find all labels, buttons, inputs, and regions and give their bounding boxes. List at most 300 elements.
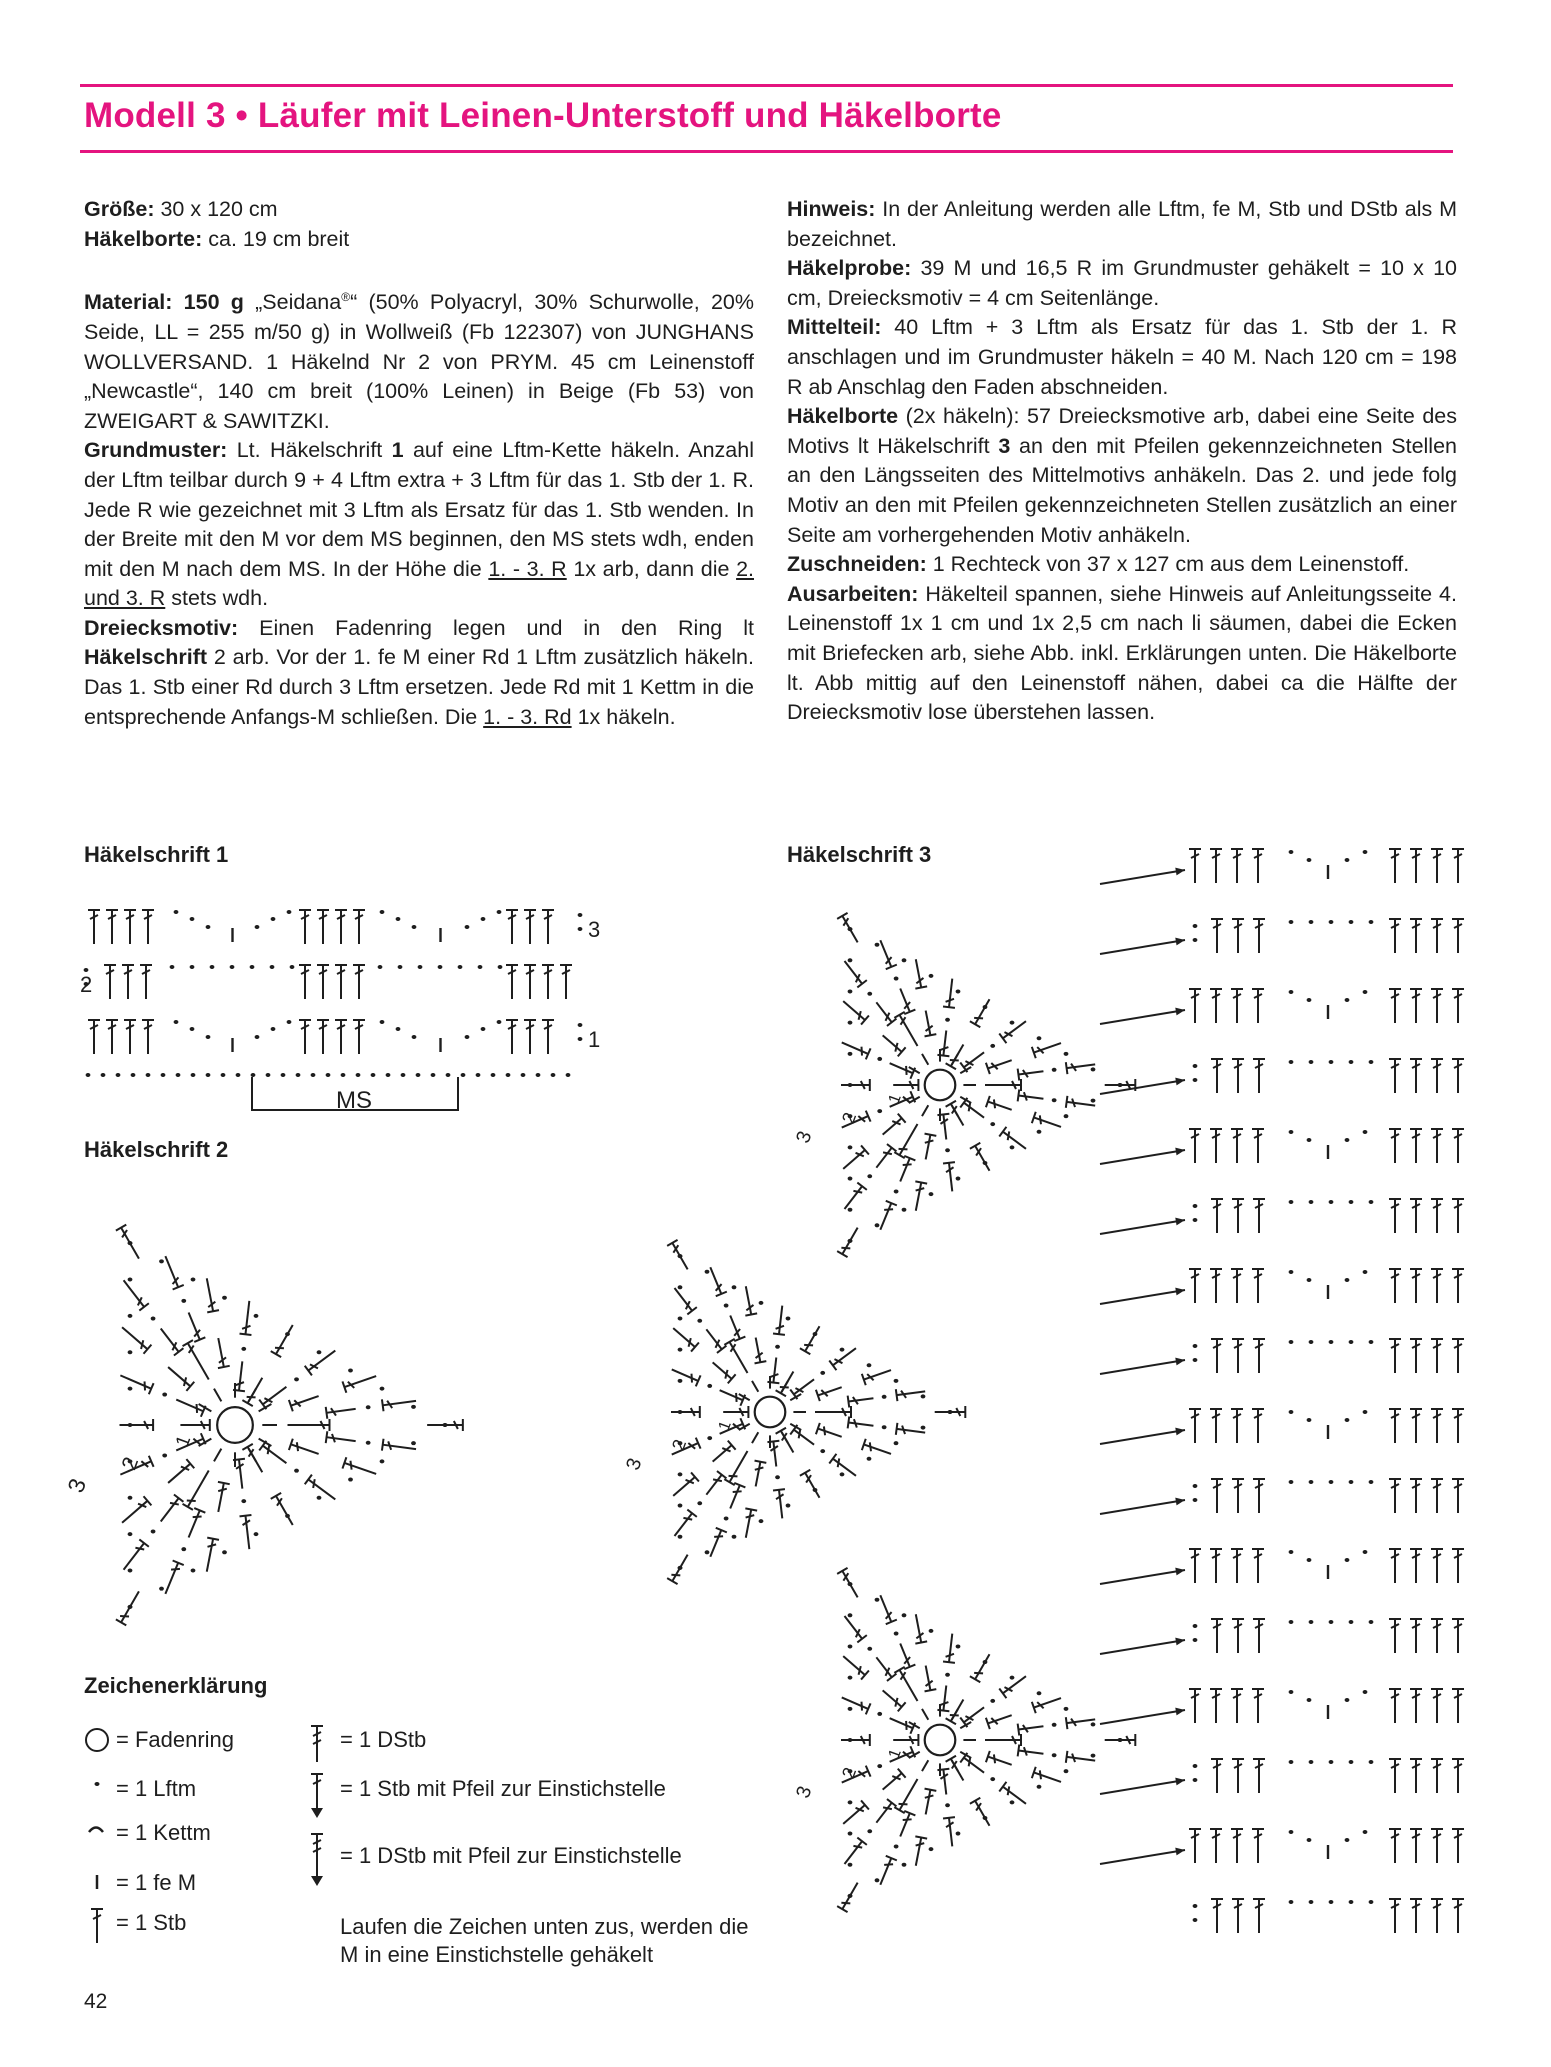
double-crochet — [1452, 1059, 1464, 1093]
chain-stitch — [1345, 1838, 1350, 1842]
double-crochet — [542, 910, 554, 944]
double-crochet — [1389, 1479, 1401, 1513]
double-crochet — [1253, 1339, 1265, 1373]
chain-stitch — [191, 1568, 196, 1572]
chain-stitch — [1349, 1900, 1354, 1904]
inner-stitch — [725, 1313, 746, 1341]
inner-stitch — [872, 1144, 897, 1171]
round-label: 2 — [117, 1454, 144, 1473]
round-label: 1 — [171, 1432, 196, 1450]
double-crochet — [1231, 1829, 1243, 1863]
title-rule-top — [80, 84, 1453, 87]
chain-stitch — [678, 1472, 683, 1476]
join-arrow-head — [1175, 1428, 1185, 1436]
double-crochet — [1410, 1619, 1422, 1653]
chain-stitch — [443, 1423, 448, 1427]
chain-stitch — [578, 1037, 583, 1041]
inner-stitch — [893, 1079, 918, 1091]
double-crochet — [88, 1020, 100, 1054]
chain-stitch — [820, 1449, 825, 1453]
side-stitch — [875, 1856, 897, 1887]
side-stitch — [862, 1439, 893, 1460]
chain-stitch — [875, 1598, 880, 1602]
double-crochet — [1389, 1899, 1401, 1933]
chain-stitch — [1010, 1145, 1015, 1149]
chain-stitch — [1309, 1900, 1314, 1904]
chain-stitch — [894, 977, 899, 981]
chain-stitch — [281, 1073, 286, 1077]
chain-stitch — [990, 1044, 995, 1048]
chain-stitch — [287, 910, 292, 914]
side-stitch — [1066, 1058, 1096, 1074]
chain-stitch — [521, 1073, 526, 1077]
side-stitch — [896, 1423, 926, 1439]
chain-stitch — [678, 1535, 683, 1539]
double-crochet — [1431, 1689, 1443, 1723]
chain-stitch — [848, 1177, 853, 1181]
join-arrow — [1100, 870, 1185, 884]
double-crochet — [1253, 1199, 1265, 1233]
double-crochet — [1410, 1759, 1422, 1793]
chain-stitch — [1307, 1838, 1312, 1842]
inner-stitch — [242, 1375, 267, 1406]
side-stitch — [201, 1277, 219, 1312]
chain-stitch — [159, 1259, 164, 1263]
join-arrow — [1100, 1850, 1185, 1864]
chain-stitch — [222, 1550, 227, 1554]
chain-stitch — [255, 1035, 260, 1039]
double-crochet — [1189, 989, 1201, 1023]
chain-stitch — [921, 1426, 926, 1430]
double-crochet — [1189, 1409, 1201, 1443]
inner-stitch — [920, 1134, 937, 1161]
side-stitch — [999, 1782, 1029, 1809]
inner-stitch — [212, 1337, 229, 1368]
chain-stitch — [458, 965, 463, 969]
chain-stitch — [759, 1301, 764, 1305]
round-label: 3 — [792, 1128, 817, 1147]
spoke-stitch — [985, 1734, 1021, 1746]
double-crochet — [1431, 1829, 1443, 1863]
chain-stitch — [236, 1073, 241, 1077]
inner-stitch — [750, 1461, 767, 1488]
chain-stitch — [678, 1410, 683, 1414]
inner-stitch — [242, 1444, 267, 1475]
chain-stitch — [956, 1832, 961, 1836]
inner-stitch — [1018, 1090, 1045, 1105]
chain-stitch — [875, 1223, 880, 1227]
chain-stitch — [724, 1516, 729, 1520]
double-crochet — [1231, 1689, 1243, 1723]
inner-stitch — [960, 1098, 987, 1123]
chain-stitch — [1363, 1830, 1368, 1834]
size-line: Größe: 30 x 120 cm — [84, 197, 278, 221]
chain-stitch — [1289, 1200, 1294, 1204]
chain-stitch — [848, 1676, 853, 1680]
chain-stitch — [1309, 920, 1314, 924]
chain-stitch — [190, 1027, 195, 1031]
side-stitch — [839, 1652, 869, 1680]
chain-stitch — [191, 1278, 196, 1282]
chain-stitch — [848, 1208, 853, 1212]
chain-stitch — [1193, 1358, 1198, 1362]
chain-stitch — [1289, 850, 1294, 854]
side-stitch — [773, 1489, 788, 1519]
double-crochet — [1253, 1619, 1265, 1653]
chain-stitch — [882, 1395, 887, 1399]
chain-stitch — [311, 1073, 316, 1077]
chain-stitch — [1064, 1052, 1069, 1056]
chain-stitch — [317, 1496, 322, 1500]
chain-stitch — [170, 965, 175, 969]
chain-stitch — [1309, 1340, 1314, 1344]
double-crochet — [1410, 1269, 1422, 1303]
inner-stitch — [326, 1403, 357, 1419]
single-crochet-icon — [90, 1872, 104, 1892]
double-crochet — [1431, 1409, 1443, 1443]
chain-stitch — [1369, 1200, 1374, 1204]
inner-stitch — [986, 1751, 1014, 1771]
chain-stitch — [894, 1379, 899, 1383]
chain-stitch — [1363, 850, 1368, 854]
double-crochet — [1410, 849, 1422, 883]
chain-stitch — [1193, 1918, 1198, 1922]
chain-stitch — [1349, 1480, 1354, 1484]
chain-stitch — [1193, 1078, 1198, 1082]
round-label: 3 — [622, 1455, 647, 1474]
chain-stitch — [678, 1348, 683, 1352]
chain-stitch — [732, 1535, 737, 1539]
chain-stitch — [848, 1052, 853, 1056]
hinweis-paragraph: Hinweis: In der Anleitung werden alle Lftm, fe M, Stb und DStb als M bezeichnet. — [787, 197, 1457, 251]
chain-stitch — [371, 1073, 376, 1077]
double-crochet — [106, 910, 118, 944]
haekelborte-paragraph: Häkelborte (2x häkeln): 57 Dreiecksmotive arb, dabei eine Seite des Motivs lt Häkelschrift 3 an den mit Pfeilen gekennzeichneten Stellen an den Längsseiten des Mittelmotivs anhäkeln. Das 2. und jede folg Motiv an den mit Pfeilen gekennzeichneten Stellen zusätzlich an einer Seite am vorhergehenden Motiv anhäkeln. — [787, 404, 1457, 547]
double-crochet — [1431, 1899, 1443, 1933]
double-crochet — [1231, 849, 1243, 883]
chain-stitch — [875, 1878, 880, 1882]
chain-stitch — [128, 1423, 133, 1427]
double-crochet-icon — [86, 1905, 108, 1945]
chain-stitch — [378, 965, 383, 969]
side-stitch — [1032, 1767, 1063, 1788]
chain-stitch — [678, 1379, 683, 1383]
title-rule-bottom — [80, 150, 1453, 153]
chain-stitch — [1289, 920, 1294, 924]
side-stitch — [970, 1651, 995, 1682]
side-stitch — [705, 1265, 727, 1296]
double-crochet — [142, 1020, 154, 1054]
double-crochet — [335, 1020, 347, 1054]
chain-stitch — [1193, 938, 1198, 942]
inner-stitch — [183, 1508, 205, 1540]
double-crochet — [1431, 1339, 1443, 1373]
double-crochet — [1452, 1479, 1464, 1513]
inner-stitch — [289, 1390, 321, 1411]
double-crochet — [1389, 1549, 1401, 1583]
chain-stitch — [255, 925, 260, 929]
chain-stitch — [1349, 1060, 1354, 1064]
side-stitch — [1032, 1037, 1063, 1058]
chain-stitch — [848, 1145, 853, 1149]
thread-ring — [755, 1397, 786, 1428]
side-stitch — [910, 958, 927, 989]
join-arrow-head — [1175, 1078, 1185, 1086]
legend-fadenring: = Fadenring — [116, 1727, 235, 1752]
double-crochet — [1253, 1479, 1265, 1513]
chain-stitch — [1193, 1638, 1198, 1642]
chain-stitch — [945, 1148, 950, 1152]
chain-stitch — [1369, 1620, 1374, 1624]
chain-stitch — [1345, 1278, 1350, 1282]
double-crochet — [335, 965, 347, 999]
double-crochet — [1231, 989, 1243, 1023]
side-stitch — [305, 1475, 339, 1505]
chain-stitch — [498, 965, 503, 969]
instructions-left — [84, 195, 754, 732]
side-stitch — [875, 938, 897, 969]
join-arrow — [1100, 1360, 1185, 1374]
double-crochet — [1452, 1759, 1464, 1793]
double-crochet — [506, 910, 518, 944]
inner-stitch — [920, 1789, 937, 1816]
chain-stitch — [877, 1109, 882, 1113]
double-crochet — [1389, 1059, 1401, 1093]
chain-stitch — [491, 1073, 496, 1077]
join-arrow — [1100, 1710, 1185, 1724]
inner-stitch — [848, 1392, 875, 1407]
inner-stitch — [960, 1702, 987, 1727]
chain-stitch — [191, 1073, 196, 1077]
double-crochet — [1431, 1759, 1443, 1793]
chain-stitch — [396, 1027, 401, 1031]
row-label: 1 — [588, 1027, 601, 1052]
inner-stitch — [960, 1753, 987, 1778]
chain-stitch — [990, 1777, 995, 1781]
double-crochet — [1189, 1269, 1201, 1303]
legend-stb: = 1 Stb — [116, 1910, 187, 1935]
side-stitch — [773, 1305, 788, 1335]
chain-stitch — [1309, 1200, 1314, 1204]
double-crochet — [1252, 1129, 1264, 1163]
join-arrow-head — [1175, 1568, 1185, 1576]
chain-stitch — [813, 1488, 818, 1492]
inner-stitch — [879, 1769, 906, 1795]
side-stitch — [118, 1496, 151, 1527]
chain-stitch — [1307, 1138, 1312, 1142]
chain-stitch — [983, 1816, 988, 1820]
chain-stitch — [128, 1314, 133, 1318]
legend-fe-m: = 1 fe M — [116, 1870, 197, 1895]
chain-stitch — [1193, 1498, 1198, 1502]
chain-stitch — [1289, 1900, 1294, 1904]
join-arrow — [1100, 940, 1185, 954]
chain-stitch — [465, 925, 470, 929]
double-crochet — [1231, 1549, 1243, 1583]
round1-stitch — [752, 1432, 758, 1443]
double-crochet — [1389, 1129, 1401, 1163]
chain-stitch — [1329, 1200, 1334, 1204]
chain-stitch — [1193, 1624, 1198, 1628]
inner-stitch — [289, 1439, 321, 1460]
double-crochet — [1211, 1199, 1223, 1233]
legend-kettm: = 1 Kettm — [116, 1820, 211, 1845]
chain-stitch — [128, 1387, 133, 1391]
chain-stitch — [1349, 1620, 1354, 1624]
chain-stitch — [1010, 1800, 1015, 1804]
inner-stitch — [1018, 1745, 1045, 1760]
double-crochet — [1253, 1759, 1265, 1793]
inner-stitch — [986, 1054, 1014, 1074]
chain-stitch — [1118, 1738, 1123, 1742]
chain-stitch — [1307, 1698, 1312, 1702]
inner-stitch — [1018, 1720, 1045, 1735]
double-crochet — [1452, 1689, 1464, 1723]
inner-stitch — [725, 1483, 746, 1511]
chain-stitch — [1289, 1760, 1294, 1764]
chain-stitch — [128, 1350, 133, 1354]
double-crochet — [1232, 1619, 1244, 1653]
chain-stitch — [396, 917, 401, 921]
double-crochet — [1452, 1129, 1464, 1163]
chain-stitch-icon — [90, 1777, 104, 1791]
side-stitch — [1032, 1112, 1063, 1133]
chain-stitch — [341, 1073, 346, 1077]
inner-stitch — [156, 1495, 183, 1526]
double-crochet — [124, 910, 136, 944]
double-crochet — [1211, 1619, 1223, 1653]
inner-stitch — [872, 999, 897, 1026]
chain-stitch — [945, 1803, 950, 1807]
chain-stitch — [705, 1550, 710, 1554]
chain-stitch — [271, 1027, 276, 1031]
chain-stitch — [128, 1605, 133, 1609]
double-crochet — [1410, 1409, 1422, 1443]
double-crochet — [1389, 849, 1401, 883]
side-stitch — [839, 1037, 870, 1059]
double-crochet — [1410, 1129, 1422, 1163]
chain-stitch — [174, 910, 179, 914]
chain-stitch — [465, 1035, 470, 1039]
double-crochet — [1211, 919, 1223, 953]
side-stitch — [839, 1145, 869, 1173]
side-stitch — [840, 1838, 867, 1868]
chain-stitch — [956, 1644, 961, 1648]
double-crochet — [1252, 1689, 1264, 1723]
double-crochet — [1231, 1409, 1243, 1443]
inner-stitch — [723, 1406, 748, 1418]
chain-stitch — [983, 1660, 988, 1664]
double-crochet — [1389, 1409, 1401, 1443]
side-stitch — [740, 1285, 757, 1316]
chain-stitch — [1369, 1760, 1374, 1764]
chain-stitch — [1329, 1760, 1334, 1764]
double-crochet — [1252, 1269, 1264, 1303]
double-crochet — [1232, 1339, 1244, 1373]
inner-stitch — [879, 1686, 906, 1712]
chain-stitch — [230, 965, 235, 969]
double-crochet — [142, 910, 154, 944]
chain-stitch — [578, 1023, 583, 1027]
double-crochet — [1410, 1549, 1422, 1583]
chain-stitch — [956, 1177, 961, 1181]
double-crochet — [1389, 1689, 1401, 1723]
chain-stitch — [506, 1073, 511, 1077]
chain-stitch — [1289, 1550, 1294, 1554]
chain-stitch — [990, 1122, 995, 1126]
side-stitch — [970, 996, 995, 1027]
chain-stitch — [1363, 1690, 1368, 1694]
double-crochet — [88, 910, 100, 944]
slip-stitch-icon — [86, 1822, 106, 1836]
join-arrow-head — [1175, 1008, 1185, 1016]
chain-stitch — [128, 1496, 133, 1500]
chain-stitch — [1345, 1418, 1350, 1422]
chain-stitch — [1345, 1558, 1350, 1562]
chain-stitch — [128, 1532, 133, 1536]
side-stitch — [1066, 1751, 1096, 1767]
chain-stitch — [1064, 1707, 1069, 1711]
double-crochet — [1211, 1479, 1223, 1513]
spoke-stitch — [815, 1406, 851, 1418]
grundmuster-paragraph: Grundmuster: Lt. Häkelschrift 1 auf eine Lftm-Kette häkeln. Anzahl der Lftm teilbar durch 9 + 4 Lftm extra + 3 Lftm für das 1. Stb der 1. R. Jede R wie gezeichnet mit 3 Lftm als Ersatz für das 1. Stb wenden. In der Breite mit den M vor dem MS beginnen, den MS stets wdh, enden mit den M nach dem MS. In der Höhe die 1. - 3. R 1x arb, dann die 2. und 3. R stets wdh. — [84, 438, 754, 611]
double-crochet — [1253, 1899, 1265, 1933]
inner-stitch — [259, 1441, 290, 1468]
side-stitch — [999, 1671, 1029, 1698]
double-crochet — [1410, 989, 1422, 1023]
chain-stitch — [551, 1073, 556, 1077]
double-crochet — [1232, 919, 1244, 953]
chain-stitch — [1309, 1620, 1314, 1624]
chain-stitch — [1307, 1558, 1312, 1562]
side-stitch — [342, 1370, 378, 1392]
chain-stitch — [848, 1832, 853, 1836]
inner-stitch — [1018, 1065, 1045, 1080]
join-arrow — [1100, 1640, 1185, 1654]
double-crochet — [1253, 919, 1265, 953]
side-stitch — [840, 1612, 867, 1642]
chain-stitch — [271, 917, 276, 921]
join-arrow-head — [1175, 1358, 1185, 1366]
chain-stitch — [128, 1278, 133, 1282]
chain-stitch — [990, 1699, 995, 1703]
chain-stitch — [190, 917, 195, 921]
double-crochet — [299, 910, 311, 944]
chain-stitch — [775, 1345, 780, 1349]
inner-stitch — [702, 1471, 727, 1498]
double-crochet — [1211, 1059, 1223, 1093]
chain-stitch — [1037, 1785, 1042, 1789]
side-stitch — [999, 1016, 1029, 1043]
chain-stitch — [945, 1018, 950, 1022]
chain-stitch — [151, 1529, 156, 1533]
chain-stitch — [1369, 1480, 1374, 1484]
chain-stitch — [116, 1073, 121, 1077]
double-crochet — [1410, 1339, 1422, 1373]
chain-stitch — [1118, 1083, 1123, 1087]
thread-ring — [925, 1070, 956, 1101]
chain-stitch — [296, 1073, 301, 1077]
double-crochet — [1431, 1269, 1443, 1303]
double-crochet — [524, 1020, 536, 1054]
chain-stitch — [476, 1073, 481, 1077]
chain-stitch — [786, 1504, 791, 1508]
chain-stitch — [326, 1073, 331, 1077]
side-stitch — [240, 1515, 256, 1550]
chain-stitch — [902, 958, 907, 962]
double-crochet — [1232, 1899, 1244, 1933]
legend-dstb: = 1 DStb — [340, 1727, 427, 1752]
